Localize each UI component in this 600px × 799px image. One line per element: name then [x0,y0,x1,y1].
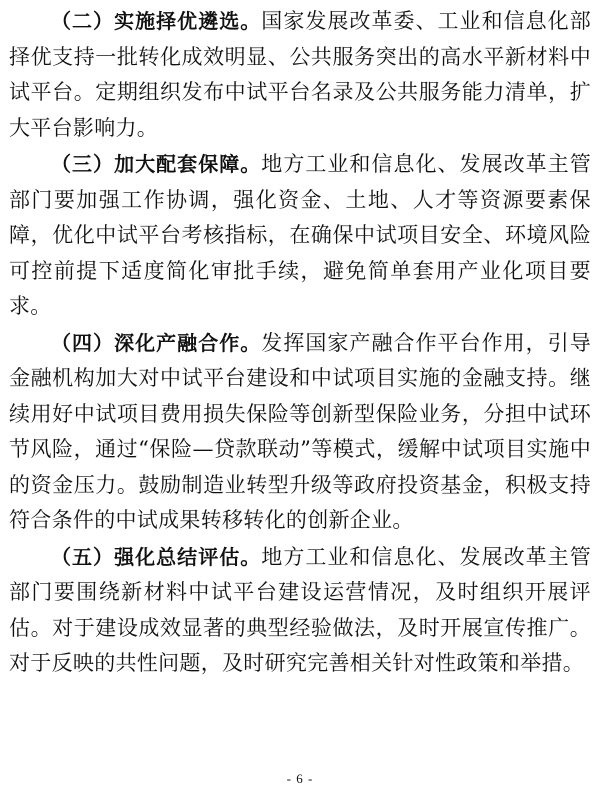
paragraph-body: 地方工业和信息化、发展改革主管部门要加强工作协调，强化资金、土地、人才等资源要素保障，优化中试平台考核指标，在确保中试项目安全、环境风险可控前提下适度简化审批手续，避免简单套用产业化项目要求。 [9,152,592,318]
paragraph-industry-finance-cooperation [9,326,591,539]
page-number: - 6 - [286,771,314,786]
paragraph-body: 地方工业和信息化、发展改革主管部门要围绕新材料中试平台建设运营情况，及时组织开展评估。对于建设成效显著的典型经验做法，及时开展宣传推广。对于反映的共性问题，及时研究完善相关针对性政策和举措。 [9,544,592,675]
paragraph-summary-evaluation [9,540,591,682]
paragraph-body: 国家发展改革委、工业和信息化部择优支持一批转化成效明显、公共服务突出的高水平新材料中试平台。定期组织发布中试平台名录及公共服务能力清单，扩大平台影响力。 [9,9,592,140]
paragraph-body: 发挥国家产融合作平台作用，引导金融机构加大对中试平台建设和中试项目实施的金融支持。继续用好中试项目费用损失保险等创新型保险业务，分担中试环节风险，通过“保险—贷款联动”等模式，缓解中试项目实施中的资金压力。鼓励制造业转型升级等政府投资基金，积极支持符合条件的中试成果转移转化的创新企业。 [9,330,592,532]
document-page [9,4,591,683]
paragraph-implement-selection [9,4,591,146]
paragraph-heading: （三）加大配套保障。 [51,152,262,176]
paragraph-heading: （二）实施择优遴选。 [51,9,262,33]
paragraph-heading: （五）强化总结评估。 [51,544,262,569]
paragraph-heading: （四）深化产融合作。 [51,330,262,355]
paragraph-supporting-guarantees [9,147,591,325]
